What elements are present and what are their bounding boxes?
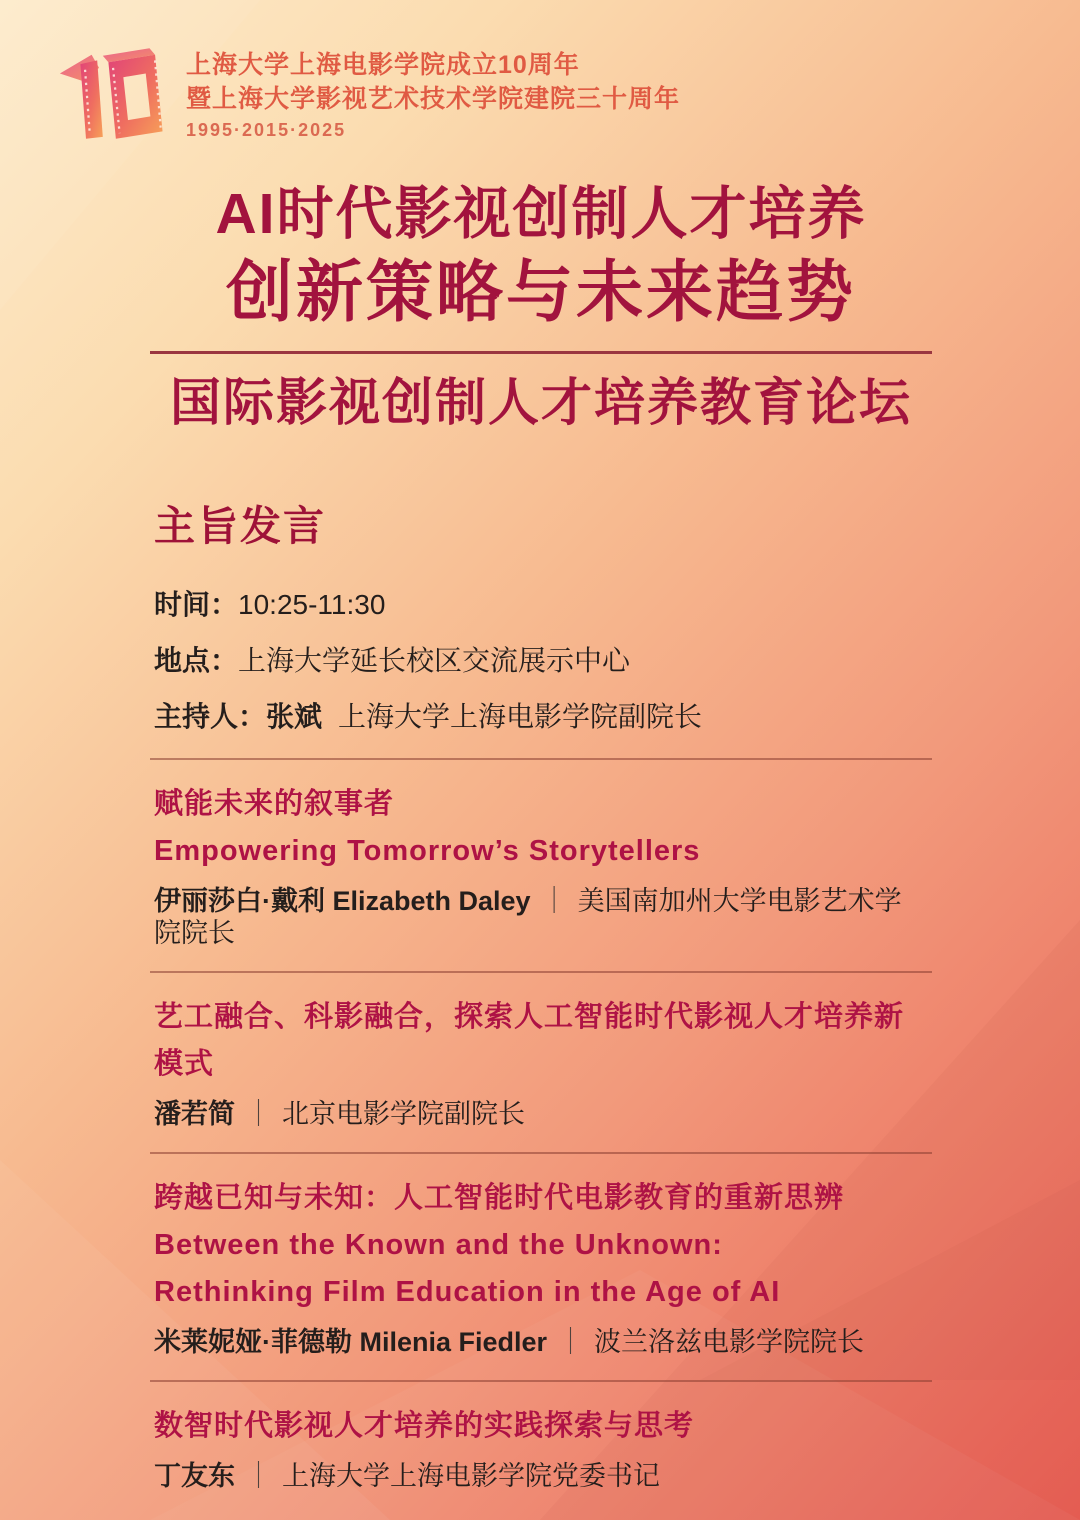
anniversary-header: [58, 42, 680, 144]
speaker-name: 伊丽莎白·戴利 Elizabeth Daley: [154, 885, 531, 916]
info-value: 上海大学上海电影学院副院长: [338, 700, 703, 732]
anniversary-line2: 暨上海大学影视艺术技术学院建院三十周年: [186, 85, 681, 113]
separator-bar: ｜: [557, 1326, 585, 1357]
speaker-name: 丁友东: [154, 1460, 235, 1491]
talk-title-line: 赋能未来的叙事者: [154, 787, 395, 820]
talk-item: [150, 971, 932, 1152]
title-divider: [150, 351, 932, 354]
talk-title-line: Empowering Tomorrow’s Storytellers: [154, 834, 701, 867]
talks-list: [150, 758, 932, 1514]
separator-bar: ｜: [245, 1098, 272, 1129]
poster-content: [150, 142, 932, 1514]
speaker-affiliation: 北京电影学院副院长: [282, 1098, 525, 1129]
talk-item: [150, 1152, 932, 1380]
session-info-row: [154, 590, 932, 620]
talk-item: [150, 1380, 932, 1514]
separator-bar: ｜: [540, 885, 568, 916]
talk-title-line: 数智时代影视人才培养的实践探索与思考: [154, 1409, 695, 1442]
info-value: 10:25-11:30: [238, 588, 386, 620]
session-heading: 主旨发言: [154, 502, 326, 549]
session-info-row: [154, 702, 932, 732]
anniversary-text: [186, 42, 680, 141]
talk-speaker-line: [154, 1460, 928, 1492]
talk-title-line: Between the Known and the Unknown:: [154, 1228, 723, 1261]
talk-title-line: 艺工融合、科影融合，探索人工智能时代影视人才培养新模式: [154, 1000, 905, 1080]
title-block: [150, 182, 932, 329]
talk-title-line: Rethinking Film Education in the Age of AI: [154, 1275, 781, 1308]
anniversary-years: 1995·2015·2025: [186, 120, 347, 140]
info-label: 主持人：: [154, 700, 267, 732]
info-label: 地点：: [154, 644, 239, 676]
forum-subtitle: 国际影视创制人才培养教育论坛: [169, 374, 912, 432]
talk-title-line: 跨越已知与未知：人工智能时代电影教育的重新思辨: [154, 1181, 845, 1214]
talk-item: [150, 758, 932, 971]
session-info-row: [154, 646, 932, 676]
speaker-name: 潘若简: [154, 1098, 235, 1129]
separator-bar: ｜: [245, 1460, 272, 1491]
session-info: [154, 590, 932, 732]
info-strong-value: 张斌: [266, 700, 323, 732]
speaker-affiliation: 波兰洛兹电影学院院长: [594, 1326, 865, 1357]
talk-speaker-line: [154, 1326, 928, 1358]
talk-speaker-line: [154, 885, 928, 949]
anniversary-line1: 上海大学上海电影学院成立10周年: [186, 51, 580, 79]
main-title-line1: AI时代影视创制人才培养: [215, 182, 867, 246]
info-label: 时间：: [154, 588, 239, 620]
main-title-line2: 创新策略与未来趋势: [226, 254, 856, 330]
info-value: 上海大学延长校区交流展示中心: [238, 644, 631, 676]
speaker-affiliation: 美国南加州大学电影艺术学院院长: [154, 885, 902, 948]
film-strip-10-logo-icon: [58, 44, 170, 144]
talk-speaker-line: [154, 1098, 928, 1130]
speaker-name: 米莱妮娅·菲德勒 Milenia Fiedler: [154, 1326, 548, 1357]
speaker-affiliation: 上海大学上海电影学院党委书记: [282, 1460, 660, 1491]
